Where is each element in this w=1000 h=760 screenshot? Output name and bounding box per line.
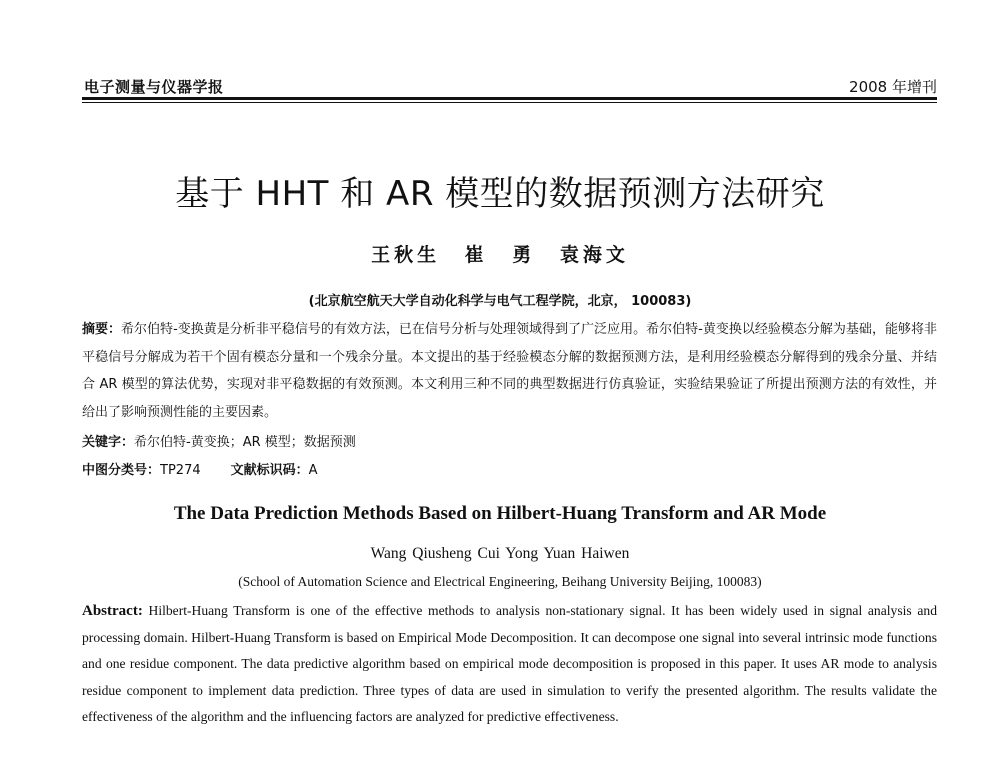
abstract-en-text: Hilbert-Huang Transform is one of the effective methods to analysis non-stationary signal. It has been widely used in signal analysis and processing domain. Hilbert-Huang Transform is based on Empirical Mode Decomposition. It can decompose one signal into several intrinsic mode functions and one residue component. The data predictive algorithm based on empirical mode decomposition is proposed in this paper. It uses AR mode to analysis residue component to implement data prediction. Three types of data are used in simulation to verify the presented algorithm. The results validate the effectiveness of the algorithm and the influencing factors are analyzed for predictive effectiveness. [82, 603, 937, 724]
abstract-cn-text: 希尔伯特-变换黄是分析非平稳信号的有效方法，已在信号分析与处理领域得到了广泛应用。希尔伯特-黄变换以经验模态分解为基础，能够将非平稳信号分解成为若干个固有模态分量和一个残余分量。本文提出的基于经验模态分解的数据预测方法，是利用经验模态分解得到的残余分量、并结合 AR 模型的算法优势，实现对非平稳数据的有效预测。本文利用三种不同的典型数据进行仿真验证，实验结果验证了所提出预测方法的有效性，并给出了影响预测性能的主要因素。 [82, 322, 937, 420]
keywords-cn-label: 关键字： [82, 435, 135, 450]
paper-title-cn: 基于 HHT 和 AR 模型的数据预测方法研究 [175, 174, 825, 214]
header-rule-thin [82, 102, 937, 103]
clc-value: TP274 [160, 463, 201, 478]
keywords-cn-text: 希尔伯特-黄变换；AR 模型；数据预测 [134, 435, 356, 450]
paper-title-en: The Data Prediction Methods Based on Hilbert-Huang Transform and AR Mode [173, 503, 827, 524]
authors-cn: 王秋生 崔 勇 袁海文 [371, 244, 629, 266]
clc-label: 中图分类号： [82, 463, 161, 478]
header-rule-thick [82, 97, 937, 100]
abstract-cn [82, 316, 937, 426]
authors-en: Wang Qiusheng Cui Yong Yuan Haiwen [370, 545, 630, 562]
journal-name: 电子测量与仪器学报 [84, 78, 224, 96]
affiliation-cn: (北京航空航天大学自动化科学与电气工程学院，北京， 100083) [308, 294, 692, 309]
affiliation-en: (School of Automation Science and Electrical Engineering, Beihang University Beijing, 100083) [238, 574, 762, 589]
classification-cn [82, 459, 318, 478]
abstract-cn-label: 摘要： [82, 322, 122, 337]
issue-label: 2008 年增刊 [849, 78, 937, 96]
doc-code-value: A [308, 463, 318, 478]
keywords-cn [82, 431, 356, 450]
abstract-en-label: Abstract: [82, 603, 143, 619]
abstract-en [82, 598, 937, 731]
doc-code-label: 文献标识码： [230, 463, 309, 478]
